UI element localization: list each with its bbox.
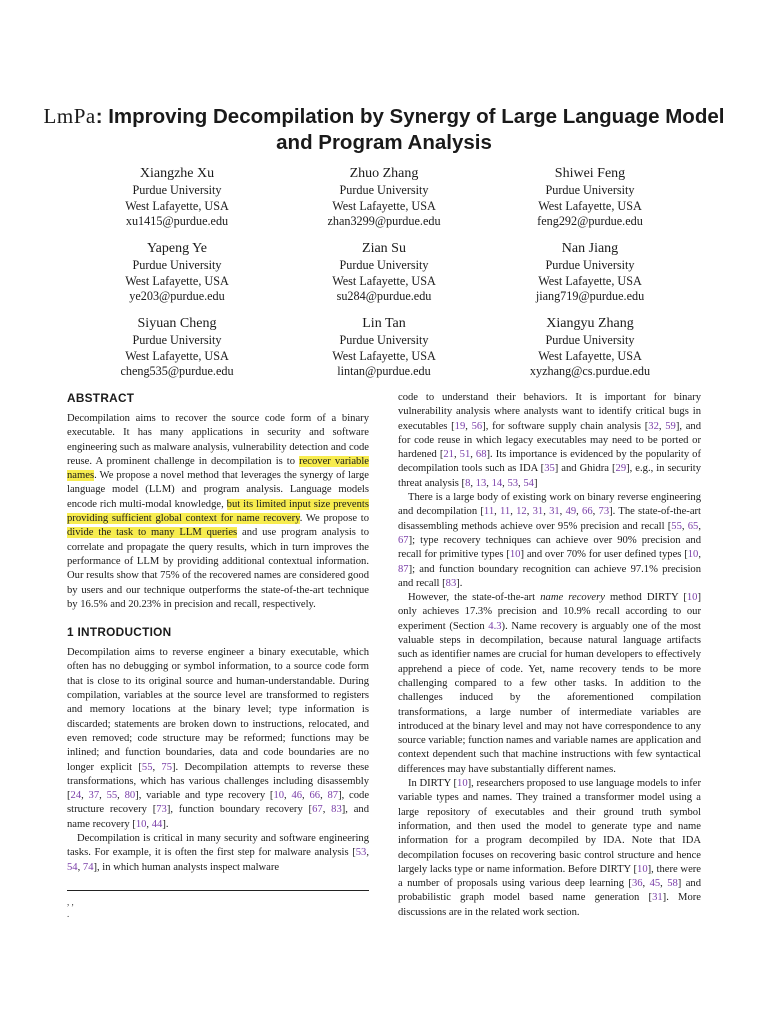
author-card [77,240,277,305]
citation-link[interactable]: 10 [135,818,147,830]
author-location: West Lafayette, USA [125,198,229,213]
author-location: West Lafayette, USA [538,198,642,213]
author-name: Xiangzhe Xu [139,166,215,181]
body-text: ]; and function boundary recognition can achieve 97.1% precision and recall [ [398,563,701,589]
body-text: , [486,477,492,489]
citation-link[interactable]: 59 [665,420,676,432]
body-text: , [453,449,460,461]
citation-link[interactable]: 10 [273,790,285,802]
right-column-body [398,391,701,920]
author-affiliation: Purdue University [545,183,635,197]
body-text: Decompilation aims to recover the source code form of a binary executable. It has many applications in security and software engineering such as malware analysis, vulnerability detection and code reuse. A prominent challenge in decompilation is to [67,413,369,467]
author-location: West Lafayette, USA [125,273,229,288]
author-name: Xiangyu Zhang [546,316,634,331]
body-text: , [284,790,292,802]
author-email[interactable]: zhan3299@purdue.edu [327,214,441,228]
author-affiliation: Purdue University [545,258,635,272]
author-card [490,165,690,230]
citation-link[interactable]: 14 [491,477,503,489]
author-name: Zian Su [362,241,406,256]
footnote-marks: , , . [67,897,74,919]
body-text: , [81,790,89,802]
citation-link[interactable]: 4.3 [488,620,502,632]
body-text: ] [533,477,538,489]
citation-link[interactable]: 83 [331,804,342,816]
body-text: ]. [456,577,463,589]
citation-link[interactable]: 31 [652,892,663,904]
highlighted-text: divide the task to many LLM queries [67,527,238,539]
author-card [490,315,690,380]
author-affiliation: Purdue University [339,183,429,197]
citation-link[interactable]: 80 [124,790,136,802]
citation-link[interactable]: 55 [106,790,118,802]
body-text: ]. Decompilation attempts to reverse these transformations, which has various challenges including disassembly [ [67,761,369,802]
body-text: , [117,790,125,802]
author-location: West Lafayette, USA [332,273,436,288]
citation-link[interactable]: 36 [631,878,643,890]
author-email[interactable]: lintan@purdue.edu [337,364,431,378]
citation-link[interactable]: 10 [457,778,468,790]
body-text: , [510,506,517,518]
author-email[interactable]: xyzhang@cs.purdue.edu [529,364,651,378]
body-text: ]. The state-of-the-art disassembling methods achieve over 95% precision and recall [ [398,506,701,532]
author-email[interactable]: feng292@purdue.edu [537,214,643,228]
author-location: West Lafayette, USA [332,348,436,363]
citation-link[interactable]: 12 [516,506,527,518]
author-name: Shiwei Feng [554,166,626,181]
body-text: ] only achieves 17.3% precision and 10.9% recall according to our experiment (Section [398,592,701,632]
body-text: , [526,506,533,518]
body-text: ], and for code reuse in which legacy executables may need to be ported or hardened [ [398,420,702,461]
author-card [490,240,690,305]
body-text: ], researchers proposed to use language models to infer variable types and names. They trained a transformer model using a large repository of executables and their ground truth symbol information, and then used the model to generate type and name information for a program decompiled by IDA. Note that IDA decompilation focuses on recovering basic control structure and hence largely lacks type or name information. Before DIRTY [ [398,778,701,875]
body-text: ). Name recovery is arguably one of the most valuable steps in decompilation, because natural language artifacts such as identifier names are crucial for human developers to effectively apprehend a piece of code. Yet, name recovery tends to be more challenging compared to a few other tasks. In addition to the challenges induced by the aforementioned compilation transformations, a large number of intermediate variables are introduced at the binary level and may not have correspondence to any source variable; function names and variable names are application and context dependent such that machine instructions with few syntactical differences may have substantially different names. [398,620,701,775]
citation-link[interactable]: 56 [471,420,483,432]
body-text: Decompilation aims to reverse engineer a binary executable, which often has no debugging or symbol information, to a source code form that is close to its original source and human-understandable. During compilation, variables at the source level are transformed to registers and memory locations at the binary level; type information is discarded; statements are broken down to instructions, relocated, and even removed; code structure may be reformed; functions may be inlined; and function boundaries, data and code boundaries are no longer explicit [ [67,647,369,773]
body-text: , [320,790,328,802]
citation-link[interactable]: 13 [475,477,487,489]
body-text: ], variable and type recovery [ [135,790,274,802]
body-text: . We propose a novel method that leverages the synergy of large language model (LLM) and program analysis. Language models encode rich multi-modal knowledge, [67,470,369,510]
citation-link[interactable]: 44 [151,818,163,830]
body-text: , [465,420,472,432]
citation-link[interactable]: 58 [667,878,678,890]
body-text: , [470,449,476,461]
body-text: ], in which human analysts inspect malware [93,861,280,873]
abstract-paragraph [67,412,369,612]
citation-link[interactable]: 24 [70,790,82,802]
body-text: method DIRTY [ [604,592,687,604]
citation-link[interactable]: 83 [445,577,457,589]
citation-link[interactable]: 73 [156,804,167,816]
body-text: ], for software supply chain analysis [ [482,420,649,432]
citation-link[interactable]: 45 [649,878,661,890]
author-email[interactable]: ye203@purdue.edu [129,289,225,303]
body-text: and use program analysis to correlate and propagate the query results, which in turn improves the performance of LLM by providing additional contextual information. Our results show that 75% of the recovered names are considered good by users and our technique outperforms the state-of-the-art technique by 16.5% and 20.23% in precision and recall, respectively. [67,527,370,610]
body-text: ] and Ghidra [ [554,463,616,475]
abstract-heading: ABSTRACT [67,391,135,405]
body-text: , [366,847,369,859]
author-name: Lin Tan [362,316,406,331]
paper-title [40,103,728,156]
citation-link[interactable]: 11 [500,506,511,518]
citation-link[interactable]: 10 [686,592,698,604]
author-affiliation: Purdue University [339,333,429,347]
author-location: West Lafayette, USA [538,348,642,363]
footnote-rule [67,890,369,891]
citation-link[interactable]: 31 [532,506,544,518]
citation-link[interactable]: 10 [637,863,648,875]
left-column [67,391,369,875]
body-paragraph [398,777,701,920]
citation-link[interactable]: 87 [398,563,409,575]
body-paragraph [398,591,701,777]
citation-link[interactable]: 21 [443,449,454,461]
citation-link[interactable]: 35 [544,463,555,475]
body-text: , [302,790,310,802]
author-card [284,315,484,380]
author-name: Nan Jiang [561,241,619,256]
author-affiliation: Purdue University [339,258,429,272]
body-text: ]. More discussions are in the related work section. [398,892,701,918]
author-location: West Lafayette, USA [538,273,642,288]
citation-link[interactable]: 54 [67,861,78,873]
citation-link[interactable]: 55 [141,761,153,773]
introduction-body [67,646,369,875]
author-card [284,165,484,230]
author-name: Yapeng Ye [146,241,208,256]
body-text: ], code structure recovery [ [67,790,370,816]
title-text: : Improving Decompilation by Synergy of Large Language Model and Program Analysis [95,105,725,154]
citation-link[interactable]: 75 [161,761,173,773]
author-location: West Lafayette, USA [125,348,229,363]
citation-link[interactable]: 87 [327,790,339,802]
highlighted-text: recover variable names [67,455,369,482]
author-card [284,240,484,305]
body-text: ] and probabilistic graph model based name generation [ [398,878,701,904]
body-text: , [660,878,668,890]
citation-link[interactable]: 67 [398,534,409,546]
body-text: ]. Its importance is evidenced by the popularity of decompilation tools such as IDA [ [398,449,701,475]
body-text: . We propose to [299,513,369,525]
introduction-heading: 1 INTRODUCTION [67,625,172,640]
body-text: However, the state-of-the-art [408,592,541,604]
body-text: Decompilation is critical in many security and software engineering tasks. For example, it is often the first step for malware analysis [ [67,833,369,859]
citation-link[interactable]: 8 [465,477,471,489]
body-text: ]; type recovery techniques can achieve over 90% precision and recall for primitive types [ [398,534,701,561]
highlighted-text: but its limited input size prevents providing sufficient global context for name recovery [67,498,369,525]
body-text: ], e.g., in security threat analysis [ [398,463,701,489]
body-text: ], and name recovery [ [67,804,370,830]
body-text: There is a large body of existing work on binary reverse engineering and decompilation [ [398,492,701,518]
author-email[interactable]: jiang719@purdue.edu [535,289,645,303]
body-text: , [698,520,701,532]
citation-link[interactable]: 67 [312,804,323,816]
body-text: , [518,477,524,489]
author-email[interactable]: cheng535@purdue.edu [120,364,234,378]
author-affiliation: Purdue University [132,258,222,272]
body-text: , [77,861,83,873]
body-text: In DIRTY [ [408,778,458,790]
body-text: , [543,506,550,518]
body-text: , [681,520,688,532]
citation-link[interactable]: 66 [309,790,321,802]
citation-link[interactable]: 73 [598,506,610,518]
citation-link[interactable]: 29 [615,463,627,475]
body-paragraph [398,491,701,591]
citation-link[interactable]: 55 [671,520,682,532]
author-affiliation: Purdue University [545,333,635,347]
citation-link[interactable]: 65 [687,520,699,532]
body-text: , [494,506,501,518]
introduction-paragraph [67,646,369,832]
body-text: , [658,420,666,432]
author-affiliation: Purdue University [132,333,222,347]
body-text: , [146,818,152,830]
body-text: , [152,761,162,773]
author-name: Zhuo Zhang [349,166,419,181]
citation-link[interactable]: 49 [565,506,577,518]
body-text: code to understand their behaviors. It is important for binary vulnerability analysis where analysts want to identify critical bugs in executables [ [398,392,701,432]
citation-link[interactable]: 19 [454,420,466,432]
body-text: , [322,804,332,816]
citation-link[interactable]: 66 [582,506,593,518]
citation-link[interactable]: 11 [483,506,495,518]
citation-link[interactable]: 46 [291,790,303,802]
body-text: , [502,477,508,489]
body-text: , [698,549,701,561]
emphasis-text: name recovery [540,592,605,604]
author-email[interactable]: xu1415@purdue.edu [125,214,229,228]
introduction-paragraph [67,832,369,875]
author-card [77,315,277,380]
citation-link[interactable]: 74 [82,861,94,873]
title-system-name: LmPa [43,104,96,128]
citation-link[interactable]: 10 [509,549,521,561]
citation-link[interactable]: 10 [687,549,699,561]
author-name: Siyuan Cheng [137,316,217,331]
body-text: , [99,790,107,802]
citation-link[interactable]: 53 [355,847,367,859]
author-affiliation: Purdue University [132,183,222,197]
author-email[interactable]: su284@purdue.edu [336,289,432,303]
body-text: ] and over 70% for user defined types [ [520,549,688,561]
citation-link[interactable]: 37 [88,790,100,802]
body-text: , [642,878,650,890]
citation-link[interactable]: 53 [507,477,519,489]
body-text: , [559,506,566,518]
author-card [77,165,277,230]
right-column [398,391,701,920]
body-text: ]. [162,818,169,830]
citation-link[interactable]: 32 [648,420,659,432]
body-paragraph [398,391,701,491]
citation-link[interactable]: 51 [459,449,471,461]
body-text: ], there were a number of proposals using various deep learning [ [398,863,701,890]
citation-link[interactable]: 68 [475,449,487,461]
body-text: , [592,506,599,518]
body-text: , [470,477,476,489]
citation-link[interactable]: 31 [549,506,560,518]
author-location: West Lafayette, USA [332,198,436,213]
body-text: ], function boundary recovery [ [166,804,313,816]
citation-link[interactable]: 54 [523,477,534,489]
body-text: , [576,506,583,518]
